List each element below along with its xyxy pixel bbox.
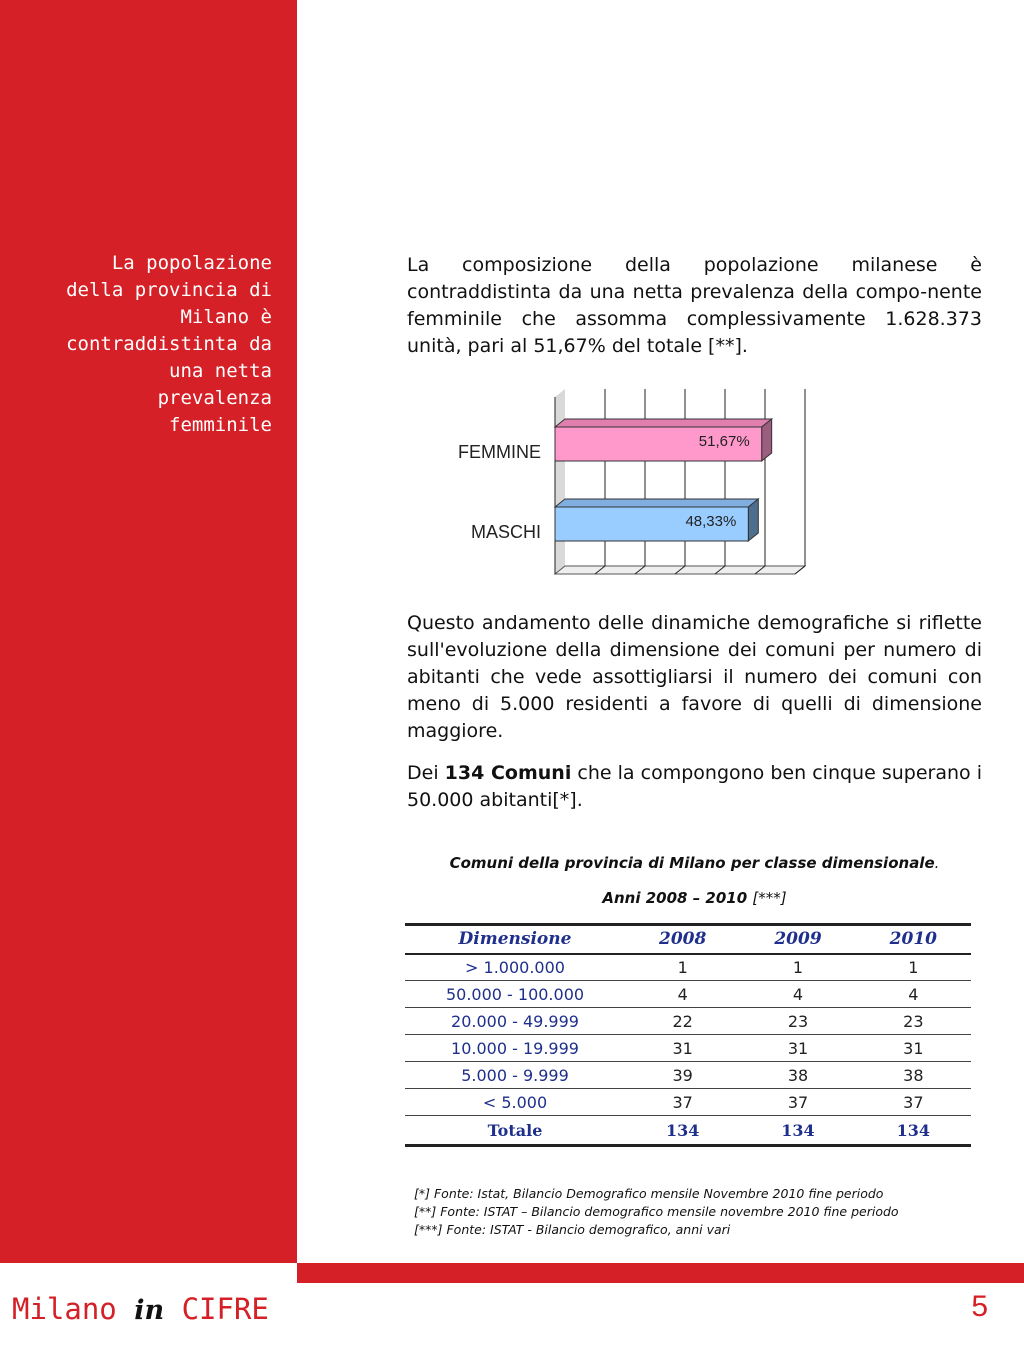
cell-value: 37 (625, 1089, 740, 1116)
page-number: 5 (971, 1290, 988, 1323)
header-dimensione: Dimensione (405, 925, 625, 954)
cell-total-label: Totale (405, 1116, 625, 1146)
table-row (405, 954, 971, 981)
comuni-table (405, 923, 971, 1147)
cell-value: 4 (856, 981, 971, 1008)
cell-value: 23 (856, 1008, 971, 1035)
table-row (405, 1062, 971, 1089)
table-header-row (405, 925, 971, 954)
table-title-text: Comuni della provincia di Milano per classe dimensionale (449, 854, 935, 872)
cell-total: 134 (740, 1116, 855, 1146)
header-2009: 2009 (740, 925, 855, 954)
chart-data-label: 51,67% (698, 433, 750, 450)
cell-value: 37 (856, 1089, 971, 1116)
table-row (405, 1008, 971, 1035)
paragraph-dynamics: Questo andamento delle dinamiche demografiche si riflette sull'evoluzione della dimensione dei comuni per numero di abitanti che vede assottigliarsi il numero dei comuni con meno di 5.000 residenti a favore di quelli di dimensione maggiore. (407, 612, 982, 742)
cell-value: 38 (740, 1062, 855, 1089)
brand-milano: Milano (12, 1292, 117, 1326)
sources (414, 1185, 899, 1239)
chart-bar-top (555, 499, 758, 507)
sidebar-note-line: Milano è (180, 306, 272, 328)
table-row (405, 1035, 971, 1062)
cell-value: 1 (856, 954, 971, 981)
cell-value: 4 (740, 981, 855, 1008)
source-line: [*] Fonte: Istat, Bilancio Demografico mensile Novembre 2010 fine periodo (414, 1186, 884, 1201)
chart-back-wall (555, 389, 565, 574)
cell-dimension: 20.000 - 49.999 (405, 1008, 625, 1035)
cell-value: 37 (740, 1089, 855, 1116)
p3-pre: Dei (407, 762, 445, 784)
table-subtitle (407, 889, 982, 907)
cell-value: 31 (740, 1035, 855, 1062)
cell-value: 39 (625, 1062, 740, 1089)
cell-value: 38 (856, 1062, 971, 1089)
cell-total: 134 (625, 1116, 740, 1146)
footer-brand (12, 1292, 269, 1326)
cell-total: 134 (856, 1116, 971, 1146)
table-title (407, 854, 982, 872)
brand-cifre: CIFRE (181, 1292, 269, 1326)
cell-value: 1 (740, 954, 855, 981)
table-row (405, 1089, 971, 1116)
cell-dimension: > 1.000.000 (405, 954, 625, 981)
cell-value: 31 (856, 1035, 971, 1062)
cell-dimension: 10.000 - 19.999 (405, 1035, 625, 1062)
chart-category-label: FEMMINE (458, 442, 541, 462)
paragraph-composition: La composizione della popolazione milanese è contraddistinta da una netta prevalenza della compo-nente femminile che assomma complessivamente 1.628.373 unità, pari al 51,67% del totale [**]. (407, 254, 982, 357)
footer-bar (297, 1263, 1024, 1283)
chart-bar-side (748, 499, 758, 541)
table-subtitle-years: Anni 2008 – 2010 (602, 889, 753, 907)
table-row (405, 981, 971, 1008)
sidebar-note-line: una netta (169, 360, 272, 382)
header-2010: 2010 (856, 925, 971, 954)
table-total-row (405, 1116, 971, 1146)
cell-dimension: 5.000 - 9.999 (405, 1062, 625, 1089)
p3-bold: 134 Comuni (444, 762, 572, 784)
header-2008: 2008 (625, 925, 740, 954)
table-subtitle-ref: [***] (752, 889, 787, 907)
p3-post: che la compongono ben cinque superano i 50.000 abitanti[*]. (407, 762, 983, 811)
cell-value: 31 (625, 1035, 740, 1062)
chart-bar-side (762, 419, 772, 461)
source-line: [**] Fonte: ISTAT – Bilancio demografico mensile novembre 2010 fine periodo (414, 1204, 899, 1219)
cell-dimension: < 5.000 (405, 1089, 625, 1116)
sidebar (0, 0, 297, 1263)
cell-value: 4 (625, 981, 740, 1008)
sidebar-note-line: prevalenza (157, 387, 272, 409)
sidebar-note-line: femminile (169, 414, 272, 436)
sidebar-note-line: contraddistinta da (66, 333, 272, 355)
brand-in: in (134, 1295, 165, 1326)
source-line: [***] Fonte: ISTAT - Bilancio demografico, anni vari (414, 1222, 731, 1237)
cell-value: 22 (625, 1008, 740, 1035)
paragraph-comuni (407, 760, 982, 814)
gender-bar-chart (420, 384, 820, 584)
chart-data-label: 48,33% (685, 513, 737, 530)
table-title-dot: . (934, 854, 940, 872)
sidebar-note-line: La popolazione (111, 252, 272, 274)
sidebar-note (14, 250, 272, 439)
cell-dimension: 50.000 - 100.000 (405, 981, 625, 1008)
cell-value: 1 (625, 954, 740, 981)
sidebar-note-line: della provincia di (66, 279, 272, 301)
chart-bar-top (555, 419, 772, 427)
chart-category-label: MASCHI (470, 522, 541, 542)
cell-value: 23 (740, 1008, 855, 1035)
